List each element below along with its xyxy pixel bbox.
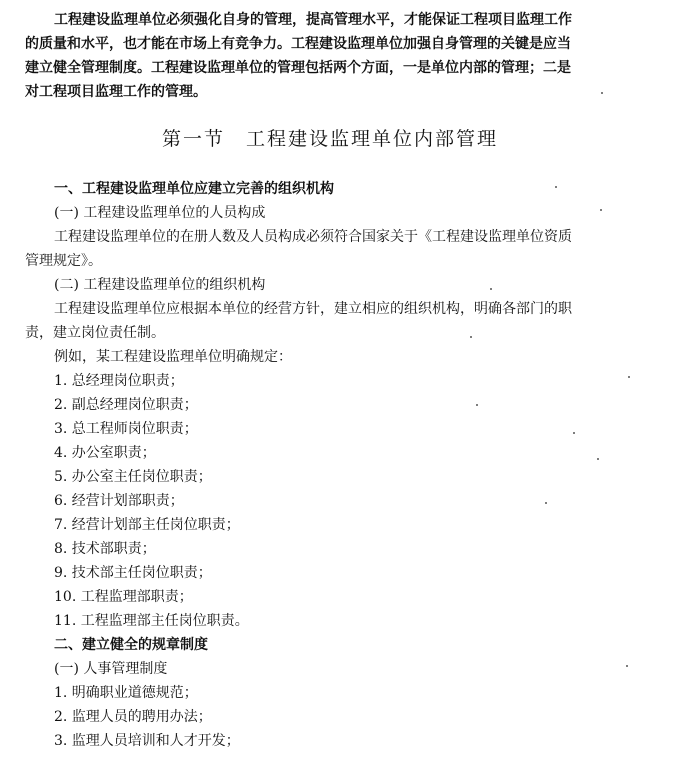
scan-speck <box>490 288 492 290</box>
subheading-3: (一) 人事管理制度 <box>54 661 168 677</box>
list-item: 5. 办公室主任岗位职责； <box>54 469 212 485</box>
scan-speck <box>628 376 630 378</box>
example-line: 例如，某工程建设监理单位明确规定： <box>54 349 292 365</box>
heading-2: 二、建立健全的规章制度 <box>54 637 208 653</box>
paragraph-1-line: 工程建设监理单位的在册人数及人员构成必须符合国家关于《工程建设监理单位资质 <box>54 229 572 245</box>
section-title: 第一节 工程建设监理单位内部管理 <box>162 128 499 150</box>
list-item: 6. 经营计划部职责； <box>54 493 184 509</box>
scan-speck <box>470 336 472 338</box>
list-item: 1. 总经理岗位职责； <box>54 373 184 389</box>
scan-speck <box>555 186 557 188</box>
paragraph-1-line: 管理规定》。 <box>25 253 102 269</box>
scan-speck <box>626 665 628 667</box>
scan-speck <box>476 404 478 406</box>
list-item: 8. 技术部职责； <box>54 541 156 557</box>
list-item: 10. 工程监理部职责； <box>54 589 193 605</box>
list-item: 4. 办公室职责； <box>54 445 156 461</box>
subheading-2: (二) 工程建设监理单位的组织机构 <box>54 277 266 293</box>
scan-speck <box>601 92 603 94</box>
scan-speck <box>600 209 602 211</box>
list-item: 3. 总工程师岗位职责； <box>54 421 198 437</box>
list-item: 2. 监理人员的聘用办法； <box>54 709 212 725</box>
scan-speck <box>597 458 599 460</box>
list-item: 1. 明确职业道德规范； <box>54 685 198 701</box>
paragraph-2-line: 工程建设监理单位应根据本单位的经营方针，建立相应的组织机构，明确各部门的职 <box>54 301 572 317</box>
list-item: 9. 技术部主任岗位职责； <box>54 565 212 581</box>
list-item: 11. 工程监理部主任岗位职责。 <box>54 613 249 629</box>
heading-1: 一、工程建设监理单位应建立完善的组织机构 <box>54 181 334 197</box>
intro-line: 建立健全管理制度。工程建设监理单位的管理包括两个方面，一是单位内部的管理；二是 <box>25 60 571 76</box>
list-item: 3. 监理人员培训和人才开发； <box>54 733 240 749</box>
list-item: 2. 副总经理岗位职责； <box>54 397 198 413</box>
subheading-1: (一) 工程建设监理单位的人员构成 <box>54 205 266 221</box>
scan-speck <box>545 502 547 504</box>
paragraph-2-line: 责，建立岗位责任制。 <box>25 325 165 341</box>
intro-line: 对工程项目监理工作的管理。 <box>25 84 207 100</box>
intro-line: 的质量和水平，也才能在市场上有竞争力。工程建设监理单位加强自身管理的关键是应当 <box>25 36 571 52</box>
intro-line: 工程建设监理单位必须强化自身的管理，提高管理水平，才能保证工程项目监理工作 <box>54 12 572 28</box>
scan-speck <box>573 432 575 434</box>
list-item: 7. 经营计划部主任岗位职责； <box>54 517 240 533</box>
